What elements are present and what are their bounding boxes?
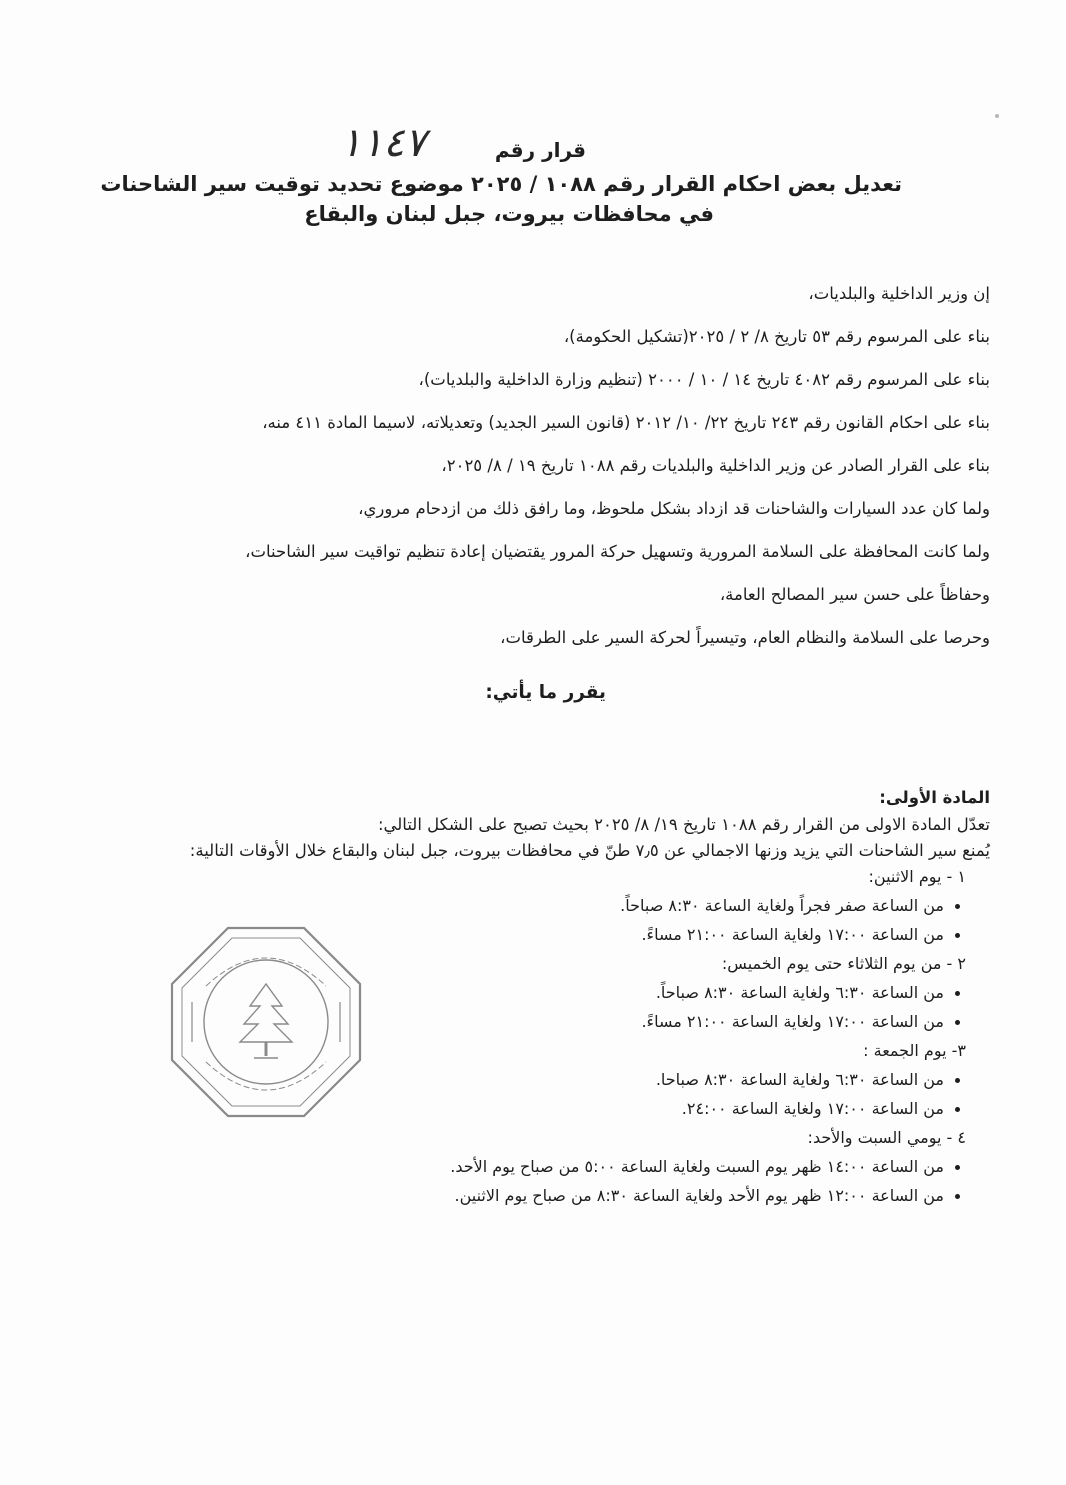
preamble-line: بناء على احكام القانون رقم ٢٤٣ تاريخ ٢٢/ ١٠/ ٢٠١٢ (قانون السير الجديد) وتعديلاته، لاسيما المادة ٤١١ منه، (262, 413, 990, 432)
preamble-line: بناء على المرسوم رقم ٤٠٨٢ تاريخ ١٤ / ١٠ / ٢٠٠٠ (تنظيم وزارة الداخلية والبلديات)، (418, 370, 990, 389)
preamble-line: بناء على القرار الصادر عن وزير الداخلية والبلديات رقم ١٠٨٨ تاريخ ١٩ / ٨/ ٢٠٢٥، (441, 456, 990, 475)
preamble (70, 272, 990, 659)
preamble-line: وحفاظاً على حسن سير المصالح العامة، (719, 585, 990, 604)
schedule-day-label: ٣- يوم الجمعة : (863, 1041, 966, 1060)
schedule-day-label: ٤ - يومي السبت والأحد: (807, 1128, 966, 1147)
schedule-time-slot: من الساعة صفر فجراً ولغاية الساعة ٨:٣٠ صباحاً. (266, 891, 966, 920)
preamble-line: وحرصا على السلامة والنظام العام، وتيسيراً لحركة السير على الطرقات، (500, 628, 990, 647)
schedule-time-slot: من الساعة ٦:٣٠ ولغاية الساعة ٨:٣٠ صباحاً. (266, 978, 966, 1007)
preamble-line: ولما كانت المحافظة على السلامة المرورية وتسهيل حركة المرور يقتضيان إعادة تنظيم تواقيت سير الشاحنات، (245, 542, 990, 561)
schedule-list (266, 862, 966, 1210)
article-line: تعدّل المادة الاولى من القرار رقم ١٠٨٨ تاريخ ١٩/ ٨/ ٢٠٢٥ بحيث تصبح على الشكل التالي: (377, 815, 990, 834)
schedule-day-label: ٢ - من يوم الثلاثاء حتى يوم الخميس: (721, 954, 966, 973)
scan-speck (995, 114, 999, 118)
cedar-tree-icon (240, 984, 292, 1058)
document-header (0, 120, 1066, 260)
ministry-seal (166, 922, 366, 1122)
handwritten-decision-number: ١١٤٧ (340, 120, 426, 166)
seal-stamp-icon (166, 922, 366, 1122)
article-title: المادة الأولى: (879, 788, 990, 807)
schedule-time-slot: من الساعة ١٧:٠٠ ولغاية الساعة ٢١:٠٠ مساءً. (266, 1007, 966, 1036)
schedule-time-slot: من الساعة ٦:٣٠ ولغاية الساعة ٨:٣٠ صباحا. (266, 1065, 966, 1094)
schedule-time-slot: من الساعة ١٢:٠٠ ظهر يوم الأحد ولغاية الساعة ٨:٣٠ من صباح يوم الاثنين. (266, 1181, 966, 1210)
decision-label: قرار رقم (494, 138, 586, 162)
article-line: يُمنع سير الشاحنات التي يزيد وزنها الاجمالي عن ٧٫٥ طنّ في محافظات بيروت، جبل لبنان والبقاع خلال الأوقات التالية: (189, 841, 990, 860)
preamble-line: بناء على المرسوم رقم ٥٣ تاريخ ٨/ ٢ / ٢٠٢٥(تشكيل الحكومة)، (563, 327, 990, 346)
article-one (50, 784, 990, 864)
document-title-line-2: في محافظات بيروت، جبل لبنان والبقاع (304, 202, 714, 226)
document-title-line-1: تعديل بعض احكام القرار رقم ١٠٨٨ / ٢٠٢٥ موضوع تحديد توقيت سير الشاحنات (100, 172, 902, 196)
schedule-day-label: ١ - يوم الاثنين: (868, 867, 966, 886)
preamble-line: إن وزير الداخلية والبلديات، (808, 284, 990, 303)
schedule-time-slot: من الساعة ١٧:٠٠ ولغاية الساعة ٢٤:٠٠. (266, 1094, 966, 1123)
schedule-time-slot: من الساعة ١٧:٠٠ ولغاية الساعة ٢١:٠٠ مساءً. (266, 920, 966, 949)
decides-heading: يقرر ما يأتي: (485, 682, 606, 703)
preamble-line: ولما كان عدد السيارات والشاحنات قد ازداد بشكل ملحوظ، وما رافق ذلك من ازدحام مروري، (358, 499, 990, 518)
schedule-time-slot: من الساعة ١٤:٠٠ ظهر يوم السبت ولغاية الساعة ٥:٠٠ من صباح يوم الأحد. (266, 1152, 966, 1181)
